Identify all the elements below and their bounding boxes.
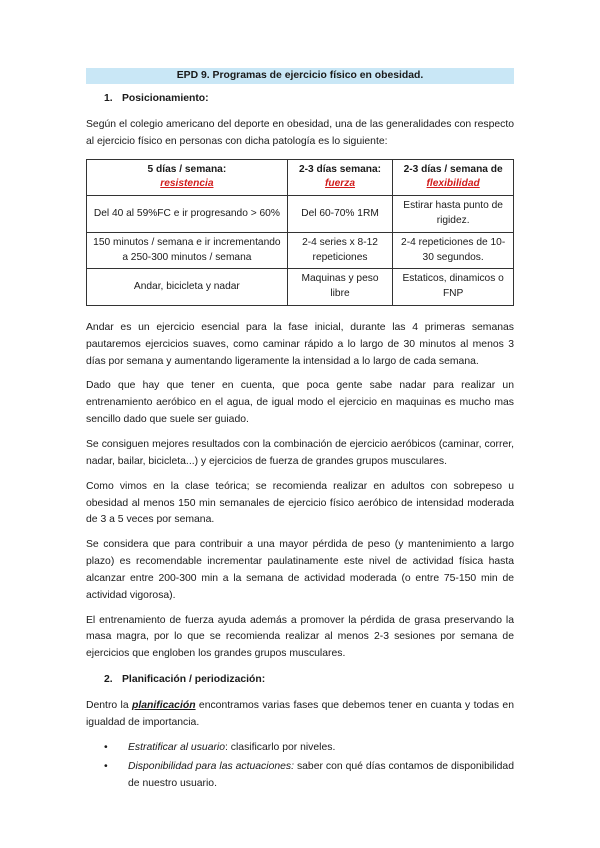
list-item: • Estratificar al usuario: clasificarlo por niveles.: [128, 740, 514, 757]
section-2-number: 2.: [104, 674, 113, 686]
table-cell: Estirar hasta punto de rigidez.: [393, 196, 514, 233]
document-title: EPD 9. Programas de ejercicio físico en obesidad.: [86, 68, 514, 84]
section-2-intro: Dentro la planificación encontramos varias fases que debemos tener en cuanta y todas en igualdad de importancia.: [86, 700, 514, 728]
document-content: [86, 68, 514, 794]
bullet-icon: •: [104, 741, 108, 753]
bullet-list: [86, 740, 514, 793]
table-row: [87, 269, 514, 306]
exercise-table: [86, 159, 514, 306]
paragraph: Se considera que para contribuir a una mayor pérdida de peso (y mantenimiento a largo plazo) es recomendable incrementar paulatinamente este nivel de actividad física hasta alcanzar entre 200-300 min a la semana de actividad moderada (o entre 75-150 min de actividad vigorosa).: [86, 539, 514, 601]
table-cell: Del 60-70% 1RM: [287, 196, 393, 233]
paragraph: Dado que hay que tener en cuenta, que poca gente sabe nadar para realizar un entrenamiento aeróbico en el agua, de igual modo el ejercicio en maquinas es mucho mas sencillo dado que suele ser guiado.: [86, 380, 514, 426]
table-cell: 2-4 series x 8-12 repeticiones: [287, 232, 393, 269]
table-cell: Estaticos, dinamicos o FNP: [393, 269, 514, 306]
section-2-title: Planificación / periodización:: [122, 674, 266, 686]
paragraph: Como vimos en la clase teórica; se recomienda realizar en adultos con sobrepeso u obesidad al menos 150 min semanales de ejercicio físico aeróbico de intensidad moderada de 3 a 5 veces por semana.: [86, 480, 514, 526]
paragraph: El entrenamiento de fuerza ayuda además a promover la pérdida de grasa preservando la masa magra, por lo que se recomienda realizar al menos 2-3 sesiones por semana de ejercicios que engloben los grandes grupos musculares.: [86, 614, 514, 660]
table-cell: Maquinas y peso libre: [287, 269, 393, 306]
table-header-row: [87, 159, 514, 196]
table-header-cell: 2-3 días / semana de flexibilidad: [393, 159, 514, 196]
table-cell: 2-4 repeticiones de 10-30 segundos.: [393, 232, 514, 269]
table-cell: Andar, bicicleta y nadar: [87, 269, 288, 306]
section-1-intro: Según el colegio americano del deporte en obesidad, una de las generalidades con respecto al ejercicio físico en personas con dicha patología es lo siguiente:: [86, 119, 514, 147]
section-1-title: Posicionamiento:: [122, 93, 209, 104]
table-header-cell: 5 días / semana: resistencia: [87, 159, 288, 196]
table-row: [87, 232, 514, 269]
bullet-icon: •: [104, 760, 108, 772]
planificacion-emphasis: planificación: [132, 700, 196, 712]
paragraph: Se consiguen mejores resultados con la combinación de ejercicio aeróbicos (caminar, correr, nadar, bailar, bicicleta...) y ejercicios de fuerza de grandes grupos musculares.: [86, 439, 514, 467]
section-1-number: 1.: [104, 93, 113, 104]
section-1-heading: [104, 90, 514, 108]
list-item: • Disponibilidad para las actuaciones: saber con qué días contamos de disponibilidad de nuestro usuario.: [104, 760, 514, 789]
table-header-cell: 2-3 días semana: fuerza: [287, 159, 393, 196]
table-cell: 150 minutos / semana e ir incrementando a 250-300 minutos / semana: [87, 232, 288, 269]
table-cell: Del 40 al 59%FC e ir progresando > 60%: [87, 196, 288, 233]
paragraph: Andar es un ejercicio esencial para la fase inicial, durante las 4 primeras semanas pautaremos ejercicios suaves, como caminar rápido a lo largo de 30 minutos al menos 3 días por semana y aumentando ligeramente la intensidad a lo largo de cada semana.: [86, 321, 514, 367]
table-row: [87, 196, 514, 233]
section-2-heading: [104, 671, 514, 689]
